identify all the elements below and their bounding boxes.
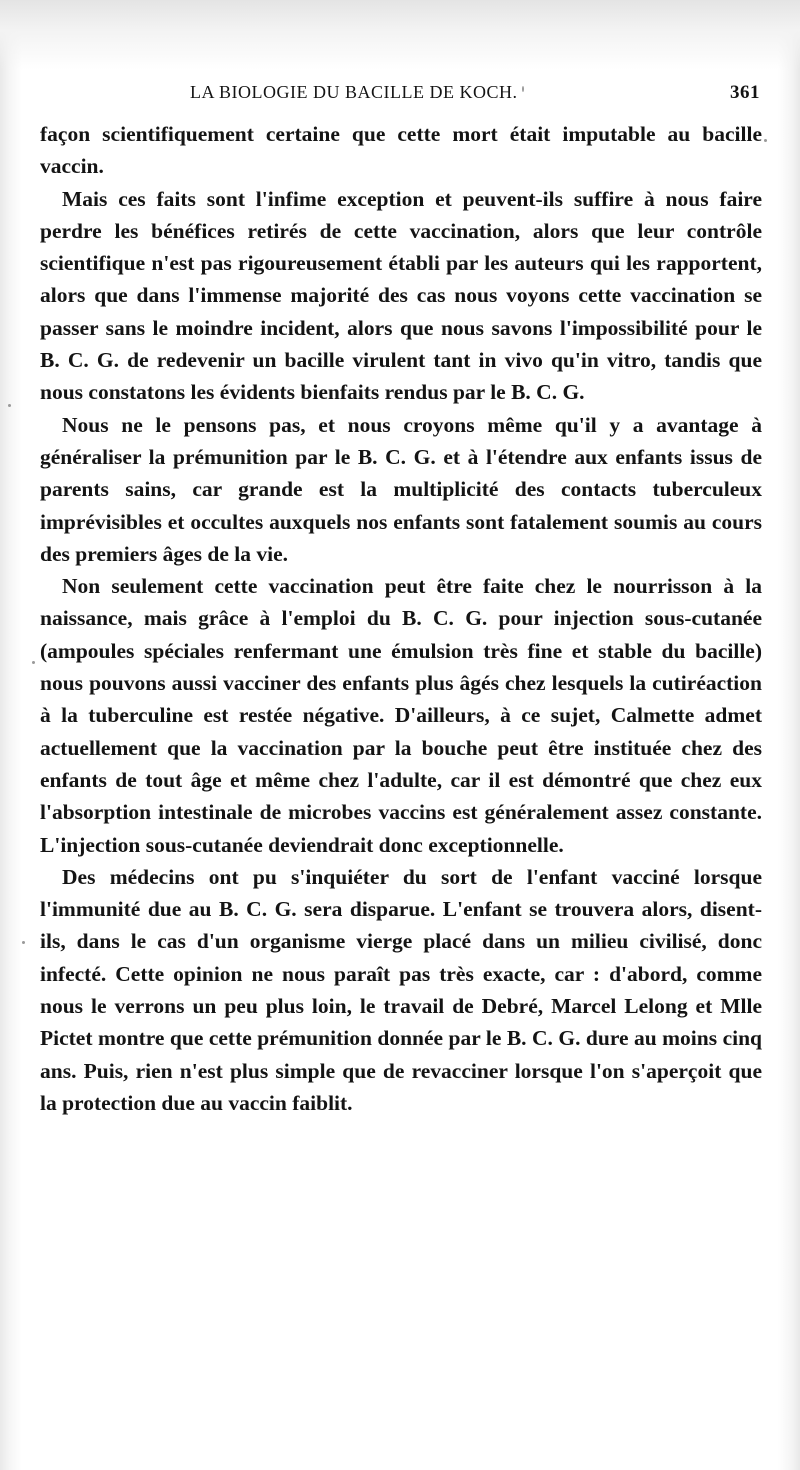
paragraph: Mais ces faits sont l'infime exception et peuvent-ils suffire à nous faire perdre les bénéfices retirés de cette vaccination, alors que leur contrôle scientifique n'est pas rigoureusement établi par les auteurs qui les rapportent, alors que dans l'immense majorité des cas nous voyons cette vaccination se passer sans le moindre incident, alors que nous savons l'impossibilité pour le B. C. G. de redevenir un bacille virulent tant in vivo qu'in vitro, tandis que nous constatons les évidents bienfaits rendus par le B. C. G. <box>40 186 762 405</box>
running-title: LA BIOLOGIE DU BACILLE DE KOCH. <box>190 82 518 102</box>
paragraph: Non seulement cette vaccination peut être faite chez le nourrisson à la naissance, mais grâce à l'emploi du B. C. G. pour injection sous-cutanée (ampoules spéciales renfermant une émulsion très fine et stable du bacille) nous pouvons aussi vacciner des enfants plus âgés chez lesquels la cutiréaction à la tuberculine est restée négative. D'ailleurs, à ce sujet, Calmette admet actuellement que la vaccination par la bouche peut être instituée chez des enfants de tout âge et même chez l'adulte, car il est démontré que chez eux l'absorption intestinale de microbes vaccins est généralement assez constante. L'injection sous-cutanée deviendrait donc exceptionnelle. <box>40 574 762 857</box>
scan-speck <box>8 404 11 407</box>
page-number: 361 <box>730 82 760 103</box>
running-head <box>40 78 762 118</box>
paragraph: façon scientifiquement certaine que cette mort était imputable au bacille vaccin. <box>40 122 762 179</box>
paragraph: Nous ne le pensons pas, et nous croyons même qu'il y a avantage à généraliser la prémunition par le B. C. G. et à l'étendre aux enfants issus de parents sains, car grande est la multiplicité des contacts tuberculeux imprévisibles et occultes auxquels nos enfants sont fatalement soumis au cours des premiers âges de la vie. <box>40 412 762 566</box>
scan-top-shading <box>0 0 800 70</box>
body-text <box>40 118 762 1119</box>
scan-speck <box>764 139 767 142</box>
scan-speck <box>22 941 25 944</box>
book-page <box>40 78 762 1119</box>
scan-speck <box>32 661 35 664</box>
paragraph: Des médecins ont pu s'inquiéter du sort de l'enfant vacciné lorsque l'immunité due au B. C. G. sera disparue. L'enfant se trouvera alors, disent-ils, dans le cas d'un organisme vierge placé dans un milieu civilisé, donc infecté. Cette opinion ne nous paraît pas très exacte, car : d'abord, comme nous le verrons un peu plus loin, le travail de Debré, Marcel Lelong et Mlle Pictet montre que cette prémunition donnée par le B. C. G. dure au moins cinq ans. Puis, rien n'est plus simple que de revacciner lorsque l'on s'aperçoit que la protection due au vaccin faiblit. <box>40 864 762 1115</box>
